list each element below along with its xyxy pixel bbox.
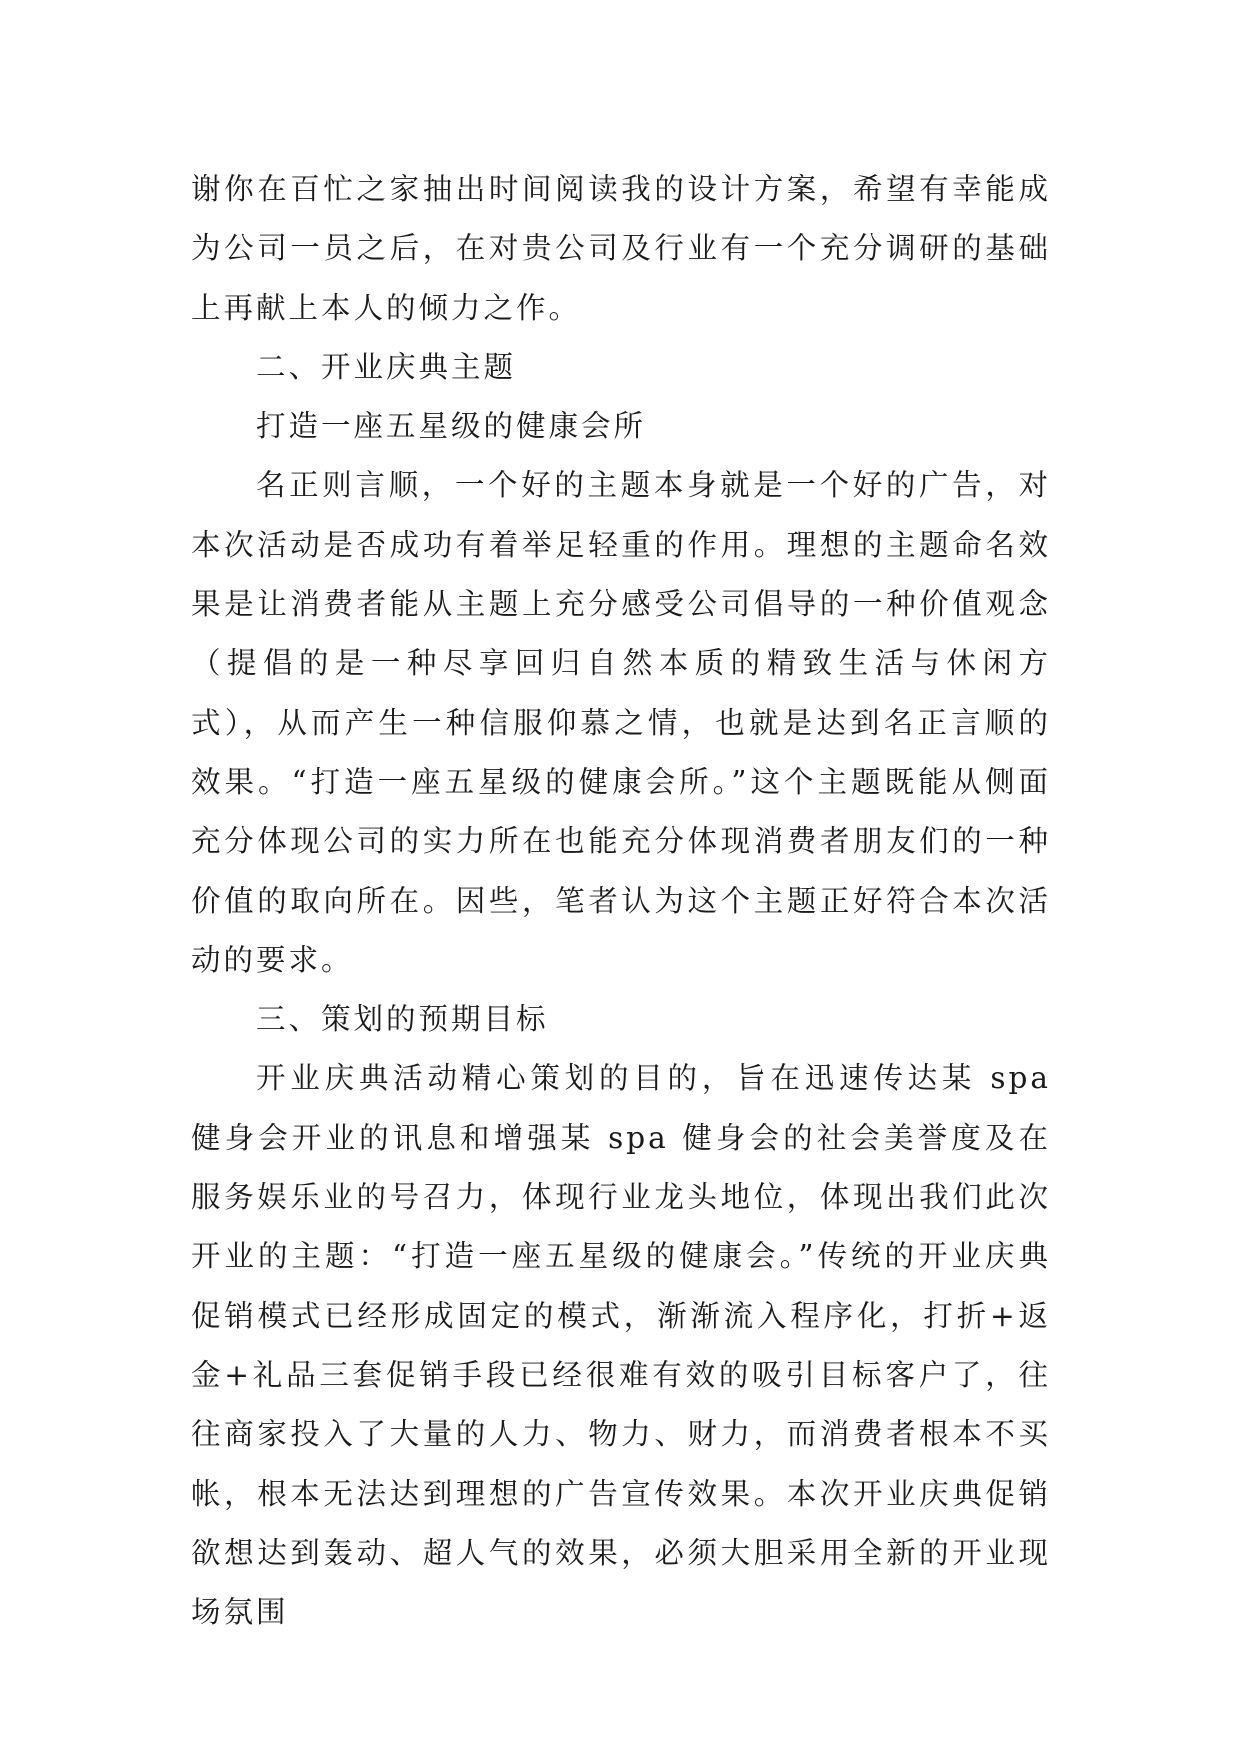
theme-title: 打造一座五星级的健康会所: [256, 409, 647, 444]
heading-expected-goals: 三、策划的预期目标: [256, 1002, 549, 1037]
heading-opening-theme: 二、开业庆典主题: [256, 349, 517, 384]
paragraph-theme-explanation: 名正则言顺，一个好的主题本身就是一个好的广告，对本次活动是否成功有着举足轻重的作用。理想的主题命名效果是让消费者能从主题上充分感受公司倡导的一种价值观念（提倡的是一种尽享回归自然本质的精致生活与休闲方式），从而产生一种信服仰慕之情，也就是达到名正言顺的效果。“打造一座五星级的健康会所。”这个主题既能从侧面充分体现公司的实力所在也能充分体现消费者朋友们的一种价值的取向所在。因些，笔者认为这个主题正好符合本次活动的要求。: [191, 468, 1051, 977]
paragraph-intro-continuation: 谢你在百忙之家抽出时间阅读我的设计方案，希望有幸能成为公司一员之后，在对贵公司及行业有一个充分调研的基础上再献上本人的倾力之作。: [191, 172, 1051, 325]
document-body: [191, 160, 1051, 1642]
paragraph-goals-description: 开业庆典活动精心策划的目的，旨在迅速传达某 spa 健身会开业的讯息和增强某 spa 健身会的社会美誉度及在服务娱乐业的号召力，体现行业龙头地位，体现出我们此次开业的主题：“打造一座五星级的健康会。”传统的开业庆典促销模式已经形成固定的模式，渐渐流入程序化，打折+返金+礼品三套促销手段已经很难有效的吸引目标客户了，往往商家投入了大量的人力、物力、财力，而消费者根本不买帐，根本无法达到理想的广告宣传效果。本次开业庆典促销欲想达到轰动、超人气的效果，必须大胆采用全新的开业现场氛围: [191, 1061, 1051, 1630]
